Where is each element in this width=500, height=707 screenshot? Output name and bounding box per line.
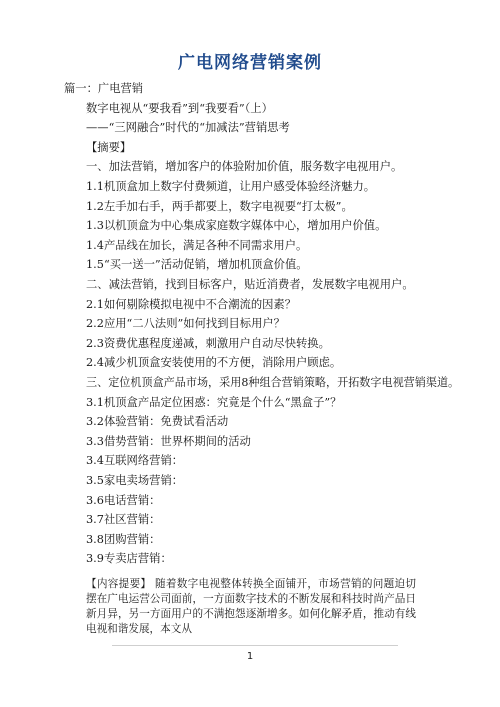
text-line: 2.4减少机顶盒安装使用的不方便，消除用户顾虑。 xyxy=(86,356,342,370)
footer-divider xyxy=(112,645,398,646)
text-line: 2.2应用“二八法则”如何找到目标用户？ xyxy=(86,317,285,331)
page-number: 1 xyxy=(246,651,254,662)
text-line: 1.3以机顶盒为中心集成家庭数字媒体中心，增加用户价值。 xyxy=(86,219,387,233)
text-line: 二、减法营销，找到目标客户，贴近消费者，发展数字电视用户。 xyxy=(86,278,414,291)
text-line: ——“三网融合”时代的“加减法”营销思考 xyxy=(86,121,290,135)
text-line: 篇一：广电营销 xyxy=(64,82,144,95)
text-line: 3.5家电卖场营销： xyxy=(86,474,184,487)
summary-paragraph: 【内容提要】 随着数字电视整体转换全面铺开，市场营销的问题迫切摆在广电运营公司面前，一方面数字技术的不断发展和科技时尚产品日新月异，另一方面用户的不满抱怨逐渐增多。如何化解矛盾，推动有线电视和谐发展，本文从 xyxy=(86,578,416,635)
text-line: 1.4产品线在加长，满足各种不同需求用户。 xyxy=(86,238,308,252)
text-line: 2.3资费优惠程度递减，刺激用户自动尽快转换。 xyxy=(86,336,330,350)
text-line: 3.2体验营销：免费试看活动 xyxy=(86,415,229,429)
text-line: 【摘要】 xyxy=(86,140,132,154)
text-line: 3.7社区营销： xyxy=(86,513,161,527)
text-line: 3.6电话营销： xyxy=(86,493,161,507)
text-line: 2.1如何剔除模拟电视中不合潮流的因素？ xyxy=(86,297,297,311)
text-line: 三、定位机顶盒产品市场，采用8种组合营销策略，开拓数字电视营销渠道。 xyxy=(86,376,460,389)
text-line: 1.5“买一送一”活动促销，增加机顶盒价值。 xyxy=(86,258,308,272)
document-title: 广电网络营销案例 xyxy=(178,53,322,73)
text-line: 1.2左手加右手，两手都要上，数字电视要“打太极”。 xyxy=(86,199,353,213)
text-line: 一、加法营销，增加客户的体验附加价值，服务数字电视用户。 xyxy=(86,160,403,174)
text-line: 3.9专卖店营销： xyxy=(86,552,172,566)
text-line: 3.8团购营销： xyxy=(86,532,161,546)
text-line: 3.1机顶盒产品定位困惑：究竟是个什么“黑盒子”？ xyxy=(86,395,342,409)
text-line: 数字电视从“要我看”到“我要看”（上） xyxy=(86,101,273,115)
text-line: 1.1机顶盒加上数字付费频道，让用户感受体验经济魅力。 xyxy=(86,180,376,193)
text-line: 3.4互联网络营销： xyxy=(86,454,184,468)
text-line: 3.3借势营销：世界杯期间的活动 xyxy=(86,434,251,448)
